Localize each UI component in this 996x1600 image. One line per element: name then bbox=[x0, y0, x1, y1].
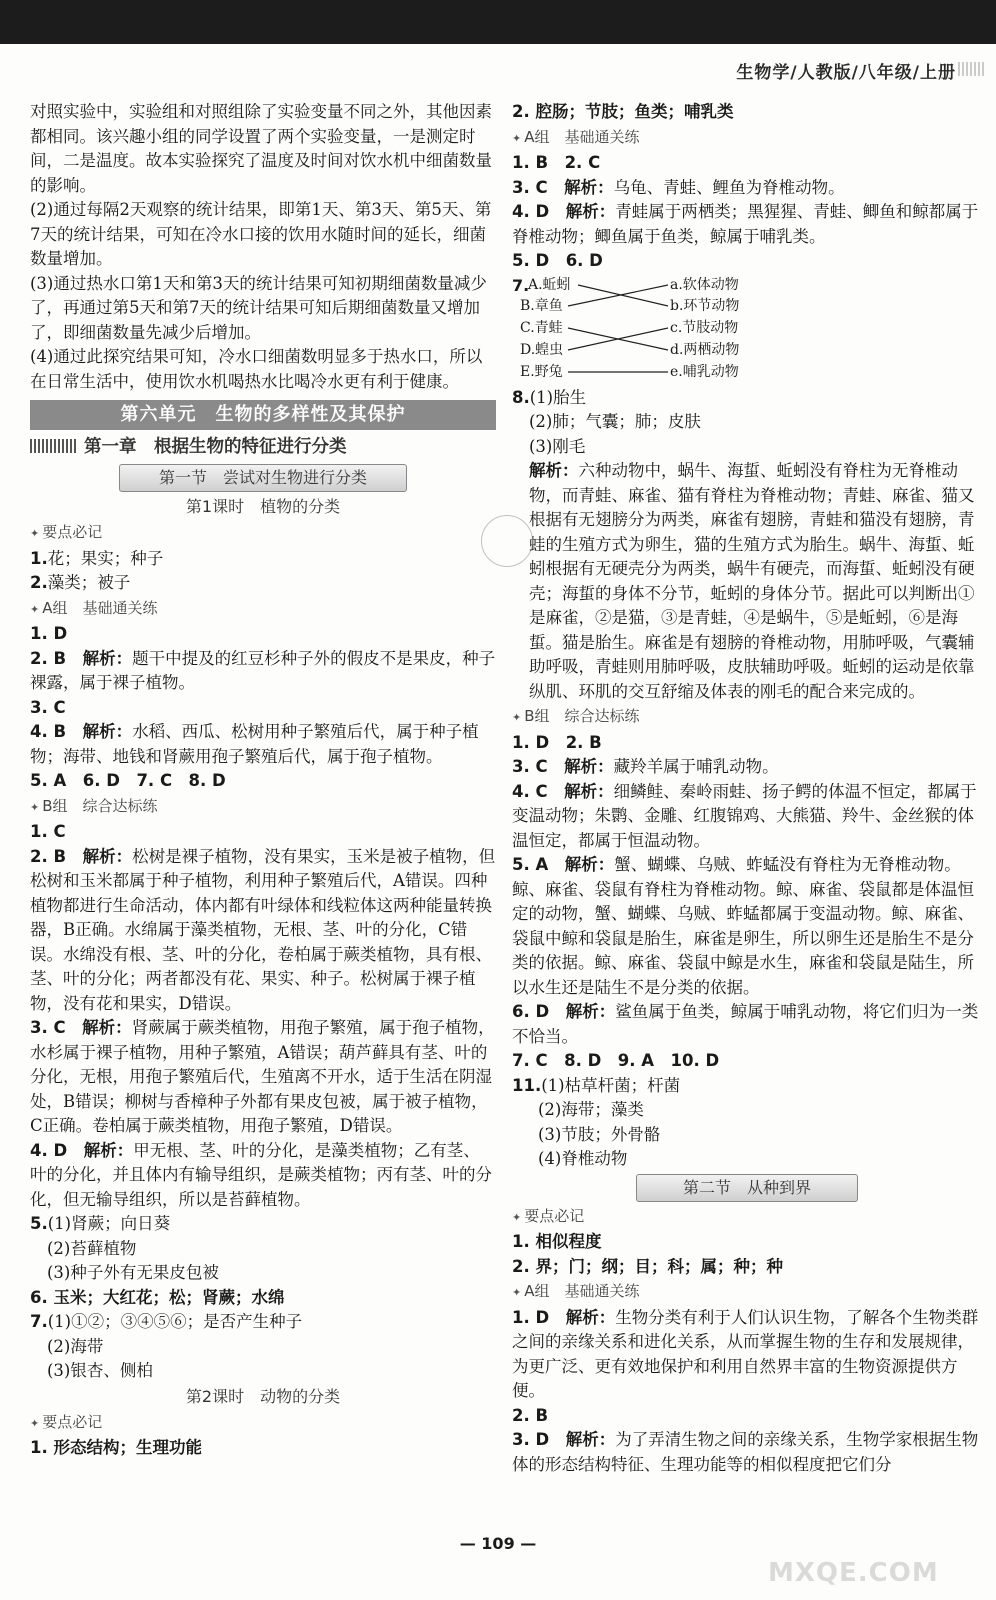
section-box: 第一节 尝试对生物进行分类 bbox=[119, 464, 407, 492]
match-left-item: C.青蛙 bbox=[520, 319, 563, 336]
match-right-item: d.两栖动物 bbox=[670, 341, 740, 358]
answer-number: 4. D bbox=[30, 1140, 68, 1160]
answer-number: 3. C bbox=[512, 177, 548, 197]
answer-text: 藻类；被子 bbox=[47, 573, 131, 592]
analysis-label: 解析： bbox=[564, 781, 614, 801]
unit-banner: 第六单元 生物的多样性及其保护 bbox=[30, 400, 496, 430]
page-number: — 109 — bbox=[459, 1534, 537, 1553]
answer-number: 1. D bbox=[512, 1307, 550, 1327]
answer-line: 1. 形态结构；生理功能 bbox=[30, 1438, 202, 1457]
answer-line bbox=[30, 1212, 496, 1237]
left-column bbox=[30, 100, 496, 1461]
answer-line bbox=[512, 780, 982, 854]
section-box: 第二节 从种到界 bbox=[636, 1174, 858, 1202]
watermark-text: MXQE.COM bbox=[768, 1558, 939, 1588]
analysis-text: 松树是裸子植物，没有果实，玉米是被子植物，但松树和玉米都属于种子植物，利用种子繁殖后代，A错误。四种植物都进行生命活动，体内都有叶绿体和线粒体这两种能量转换器，B正确。水绵属于藻类植物，无根、茎、叶的分化，C错误。水绵没有根、茎、叶的分化，卷柏属于蕨类植物，具有根、茎、叶的分化；两者都没有花、果实、种子。松树属于裸子植物，没有花和果实，D错误。 bbox=[30, 846, 496, 1013]
answer-line: 1. D bbox=[30, 624, 68, 643]
subsection-header bbox=[512, 125, 982, 152]
answer-subline: (3)种子外有无果皮包被 bbox=[47, 1263, 219, 1282]
subsection-header bbox=[30, 794, 496, 821]
answer-number: 2. bbox=[30, 573, 48, 592]
analysis-text: 藏羚羊属于哺乳动物。 bbox=[613, 757, 779, 776]
answer-subline: (2)海带 bbox=[47, 1336, 104, 1356]
answer-line: 2. 界；门；纲；目；科；属；种；种 bbox=[512, 1256, 783, 1276]
analysis-label: 解析： bbox=[82, 846, 133, 866]
analysis-label: 解析： bbox=[82, 648, 133, 668]
answer-number: 6. D bbox=[512, 1002, 550, 1021]
subsection-label: 要点必记 bbox=[42, 523, 103, 541]
answer-number: 2. B bbox=[30, 846, 67, 866]
answer-paragraph: (3)通过热水口第1天和第3天的统计结果可知初期细菌数量减少了，再通过第5天和第7天的统计结果可知后期细菌数量又增加了，即细菌数量先减少后增加。 bbox=[30, 273, 487, 342]
analysis-label: 解析： bbox=[565, 1002, 616, 1021]
answer-text: (1)肾蕨；向日葵 bbox=[47, 1214, 171, 1233]
answer-line bbox=[512, 176, 982, 201]
answer-line bbox=[512, 1000, 982, 1049]
answer-line: 7. C 8. D 9. A 10. D bbox=[512, 1051, 720, 1070]
analysis-text: 生物分类有利于人们认识生物，了解各个生物类群之间的亲缘关系和进化关系，从而掌握生物的生存和发展规律，为更广泛、更有效地保护和利用自然界丰富的生物资源提供方便。 bbox=[512, 1307, 979, 1400]
answer-line bbox=[512, 755, 982, 780]
answer-subline: (3)节肢；外骨骼 bbox=[538, 1124, 661, 1144]
chapter-title: 第一章 根据生物的特征进行分类 bbox=[84, 437, 347, 457]
answer-number: 2. B bbox=[30, 648, 67, 668]
answer-line: 2. B bbox=[512, 1405, 549, 1425]
analysis-text: 为了弄清生物之间的亲缘关系，生物学家根据生物体的形态结构特征、生理功能等的相似程度把它们分 bbox=[512, 1430, 979, 1474]
answer-line bbox=[30, 647, 496, 696]
answer-line bbox=[512, 1428, 982, 1477]
analysis-text: 乌龟、青蛙、鲤鱼为脊椎动物。 bbox=[613, 177, 845, 197]
analysis-line bbox=[512, 459, 982, 704]
answer-line: 3. C bbox=[30, 697, 66, 717]
analysis-label: 解析： bbox=[564, 177, 614, 197]
answer-text: (1)枯草杆菌；杆菌 bbox=[541, 1075, 681, 1095]
page-number-value: 109 bbox=[481, 1534, 515, 1553]
analysis-text: 六种动物中，蜗牛、海蜇、蚯蚓没有脊柱为无脊椎动物，而青蛙、麻雀、猫有脊柱为脊椎动物；青蛙、麻雀、猫又根据有无翅膀分为两类，麻雀有翅膀，青蛙和猫没有翅膀，青蛙的生殖方式为卵生，猫的生殖方式为胎生。蜗牛、海蜇、蚯蚓根据有无硬壳分为两类，蜗牛有硬壳，而海蜇、蚯蚓没有硬壳；海蜇的身体不分节，蚯蚓的身体分节。据此可以判断出①是麻雀，②是猫，③是青蛙，④是蜗牛，⑤是蚯蚓，⑥是海蜇。猫是胎生。麻雀是有翅膀的脊椎动物，用肺呼吸，气囊辅助呼吸，青蛙则用肺呼吸，皮肤辅助呼吸。蚯蚓的运动是依靠纵肌、环肌的交互舒缩及体表的刚毛的配合来完成的。 bbox=[529, 461, 975, 701]
answer-number: 4. C bbox=[512, 781, 548, 801]
answer-line bbox=[30, 1139, 496, 1213]
analysis-label: 解析： bbox=[564, 855, 615, 874]
answer-number: 8. bbox=[512, 387, 530, 407]
match-right-item: a.软体动物 bbox=[670, 276, 739, 293]
match-right-item: e.哺乳动物 bbox=[670, 363, 739, 380]
subsection-header bbox=[30, 520, 496, 547]
analysis-text: 鲨鱼属于鱼类，鲸属于哺乳动物，将它们归为一类不恰当。 bbox=[512, 1002, 979, 1046]
answer-line: 2. 腔肠；节肢；鱼类；哺乳类 bbox=[512, 102, 734, 121]
answer-subline: (4)脊椎动物 bbox=[538, 1149, 628, 1168]
matching-diagram bbox=[512, 276, 982, 384]
matching-lines bbox=[512, 276, 752, 384]
answer-text: (1)胎生 bbox=[529, 387, 587, 407]
answer-line bbox=[30, 1310, 496, 1335]
subsection-header bbox=[512, 1204, 982, 1231]
analysis-text: 题干中提及的红豆杉种子外的假皮不是果皮，种子裸露，属于裸子植物。 bbox=[30, 648, 496, 692]
answer-number: 1. bbox=[30, 548, 48, 568]
analysis-text: 青蛙属于两栖类；黑猩猩、青蛙、鲫鱼和鲸都属于脊椎动物；鲫鱼属于鱼类，鲸属于哺乳类。 bbox=[512, 202, 979, 246]
answer-number: 4. B bbox=[30, 722, 67, 741]
subsection-label: 要点必记 bbox=[524, 1206, 585, 1225]
diamond-star-icon: ✦ bbox=[30, 602, 40, 616]
diamond-star-icon: ✦ bbox=[30, 1416, 40, 1430]
subsection-label: B组 综合达标练 bbox=[42, 796, 158, 815]
match-right-item: c.节肢动物 bbox=[670, 319, 739, 336]
subsection-label: A组 基础通关练 bbox=[42, 598, 158, 617]
answer-subline: (2)海带；藻类 bbox=[538, 1100, 644, 1119]
answer-line bbox=[512, 386, 982, 411]
answer-subline: (2)肺；气囊；肺；皮肤 bbox=[529, 412, 701, 431]
analysis-label: 解析： bbox=[83, 1140, 134, 1160]
answer-number: 11. bbox=[512, 1075, 542, 1095]
answer-line bbox=[512, 1074, 982, 1099]
subsection-label: A组 基础通关练 bbox=[524, 127, 640, 146]
analysis-label: 解析： bbox=[565, 1430, 616, 1449]
answer-line: 5. D 6. D bbox=[512, 251, 603, 270]
diamond-star-icon: ✦ bbox=[512, 711, 522, 724]
answer-number: 3. C bbox=[30, 1018, 66, 1037]
subsection-header bbox=[30, 596, 496, 623]
lesson-title: 第2课时 动物的分类 bbox=[185, 1386, 341, 1406]
match-left-item: B.章鱼 bbox=[520, 297, 563, 314]
analysis-label: 解析： bbox=[565, 202, 616, 221]
answer-paragraph: 对照实验中，实验组和对照组除了实验变量不同之外，其他因素都相同。该兴趣小组的同学设置了两个实验变量，一是测定时间，二是温度。故本实验探究了温度及时间对饮水机中细菌数量的影响。 bbox=[30, 102, 492, 195]
answer-paragraph: (2)通过每隔2天观察的统计结果，即第1天、第3天、第5天、第7天的统计结果，可知在冷水口接的饮用水随时间的延长，细菌数量增加。 bbox=[30, 200, 492, 268]
answer-line: 1. B 2. C bbox=[512, 153, 601, 172]
subsection-header bbox=[512, 1279, 982, 1306]
answer-number: 5. A bbox=[512, 855, 549, 874]
analysis-label: 解析： bbox=[82, 722, 133, 741]
answer-number: 3. C bbox=[512, 757, 548, 776]
diamond-star-icon: ✦ bbox=[512, 1210, 522, 1224]
answer-number: 7. bbox=[30, 1312, 48, 1331]
answer-line: 1. D 2. B bbox=[512, 732, 602, 752]
analysis-text: 细鳞鲑、秦岭雨蛙、扬子鳄的体温不恒定，都属于变温动物；朱鹮、金雕、红腹锦鸡、大熊猫、羚牛、金丝猴的体温恒定，都属于恒温动物。 bbox=[512, 781, 977, 850]
header-dot-pattern bbox=[958, 62, 986, 76]
answer-line: 5. A 6. D 7. C 8. D bbox=[30, 771, 226, 790]
answer-number: 3. D bbox=[512, 1430, 550, 1449]
answer-line bbox=[512, 200, 982, 249]
right-column bbox=[512, 100, 982, 1477]
analysis-text: 蟹、蝴蝶、乌贼、蚱蜢没有脊柱为无脊椎动物。鲸、麻雀、袋鼠有脊柱为脊椎动物。鲸、麻雀、袋鼠都是体温恒定的动物，蟹、蝴蝶、乌贼、蚱蜢都属于变温动物。鲸、麻雀、袋鼠中鲸和袋鼠是胎生，麻雀是卵生，所以卵生还是胎生不是分类的依据。鲸、麻雀、袋鼠中鲸是水生，麻雀和袋鼠是陆生，所以水生还是陆生不是分类的依据。 bbox=[512, 855, 974, 997]
lesson-title: 第1课时 植物的分类 bbox=[185, 497, 341, 516]
answer-line bbox=[30, 571, 496, 596]
analysis-label: 解析： bbox=[564, 757, 614, 776]
analysis-text: 甲无根、茎、叶的分化，是藻类植物；乙有茎、叶的分化，并且体内有输导组织，是蕨类植物；丙有茎、叶的分化，但无输导组织，所以是苔藓植物。 bbox=[30, 1140, 492, 1209]
answer-line bbox=[30, 1016, 496, 1139]
diamond-star-icon: ✦ bbox=[30, 800, 40, 814]
analysis-label: 解析： bbox=[529, 461, 579, 480]
chapter-stripes-icon bbox=[30, 439, 76, 453]
top-black-bar bbox=[0, 0, 996, 44]
analysis-text: 水稻、西瓜、松树用种子繁殖后代，属于种子植物；海带、地钱和肾蕨用孢子繁殖后代，属于孢子植物。 bbox=[30, 722, 479, 766]
answer-subline: (3)银杏、侧柏 bbox=[47, 1361, 153, 1380]
book-header-title: 生物学/人教版/八年级/上册 bbox=[736, 63, 956, 83]
match-left-item: D.蝗虫 bbox=[520, 341, 564, 358]
answer-text: 花；果实；种子 bbox=[47, 548, 164, 568]
subsection-header bbox=[30, 1410, 496, 1437]
answer-line bbox=[30, 720, 496, 769]
analysis-text: 肾蕨属于蕨类植物，用孢子繁殖，属于孢子植物，水杉属于裸子植物，用种子繁殖，A错误；葫芦藓具有茎、叶的分化，无根，用孢子繁殖后代，生殖离不开水，适于生活在阴湿处，B错误；柳树与香樟种子外都有果皮包被，属于被子植物，C正确。卷柏属于蕨类植物，用孢子繁殖，D错误。 bbox=[30, 1018, 495, 1135]
stamp-mark bbox=[481, 515, 533, 567]
answer-line bbox=[512, 853, 982, 1000]
chapter-heading bbox=[30, 432, 496, 462]
answer-line: 1. 相似程度 bbox=[512, 1232, 602, 1251]
subsection-label: B组 综合达标练 bbox=[524, 707, 640, 725]
answer-subline: (3)刚毛 bbox=[529, 436, 586, 456]
answer-number: 5. bbox=[30, 1214, 48, 1233]
diamond-star-icon: ✦ bbox=[30, 527, 40, 540]
site-watermark bbox=[768, 1500, 968, 1590]
answer-paragraph: (4)通过此探究结果可知，冷水口细菌数明显多于热水口，所以在日常生活中，使用饮水机喝热水比喝冷水更有利于健康。 bbox=[30, 347, 483, 391]
subsection-header bbox=[512, 704, 982, 731]
subsection-label: 要点必记 bbox=[42, 1412, 103, 1431]
answer-line: 1. C bbox=[30, 822, 66, 841]
answer-line: 6. 玉米；大红花；松；肾蕨；水绵 bbox=[30, 1287, 285, 1307]
answer-number: 7. bbox=[512, 275, 530, 295]
answer-text: (1)①②；③④⑤⑥；是否产生种子 bbox=[47, 1312, 303, 1331]
match-right-item: b.环节动物 bbox=[670, 297, 740, 314]
analysis-label: 解析： bbox=[565, 1307, 616, 1327]
answer-number: 4. D bbox=[512, 202, 550, 221]
answer-line bbox=[30, 547, 496, 572]
answer-line bbox=[30, 845, 496, 1017]
match-left-item: A.蚯蚓 bbox=[528, 276, 571, 293]
answer-line bbox=[512, 1306, 982, 1404]
diamond-star-icon: ✦ bbox=[512, 131, 522, 145]
answer-subline: (2)苔藓植物 bbox=[47, 1238, 137, 1258]
diamond-star-icon: ✦ bbox=[512, 1286, 522, 1299]
subsection-label: A组 基础通关练 bbox=[524, 1282, 640, 1300]
analysis-label: 解析： bbox=[82, 1018, 132, 1037]
match-left-item: E.野兔 bbox=[520, 363, 563, 380]
